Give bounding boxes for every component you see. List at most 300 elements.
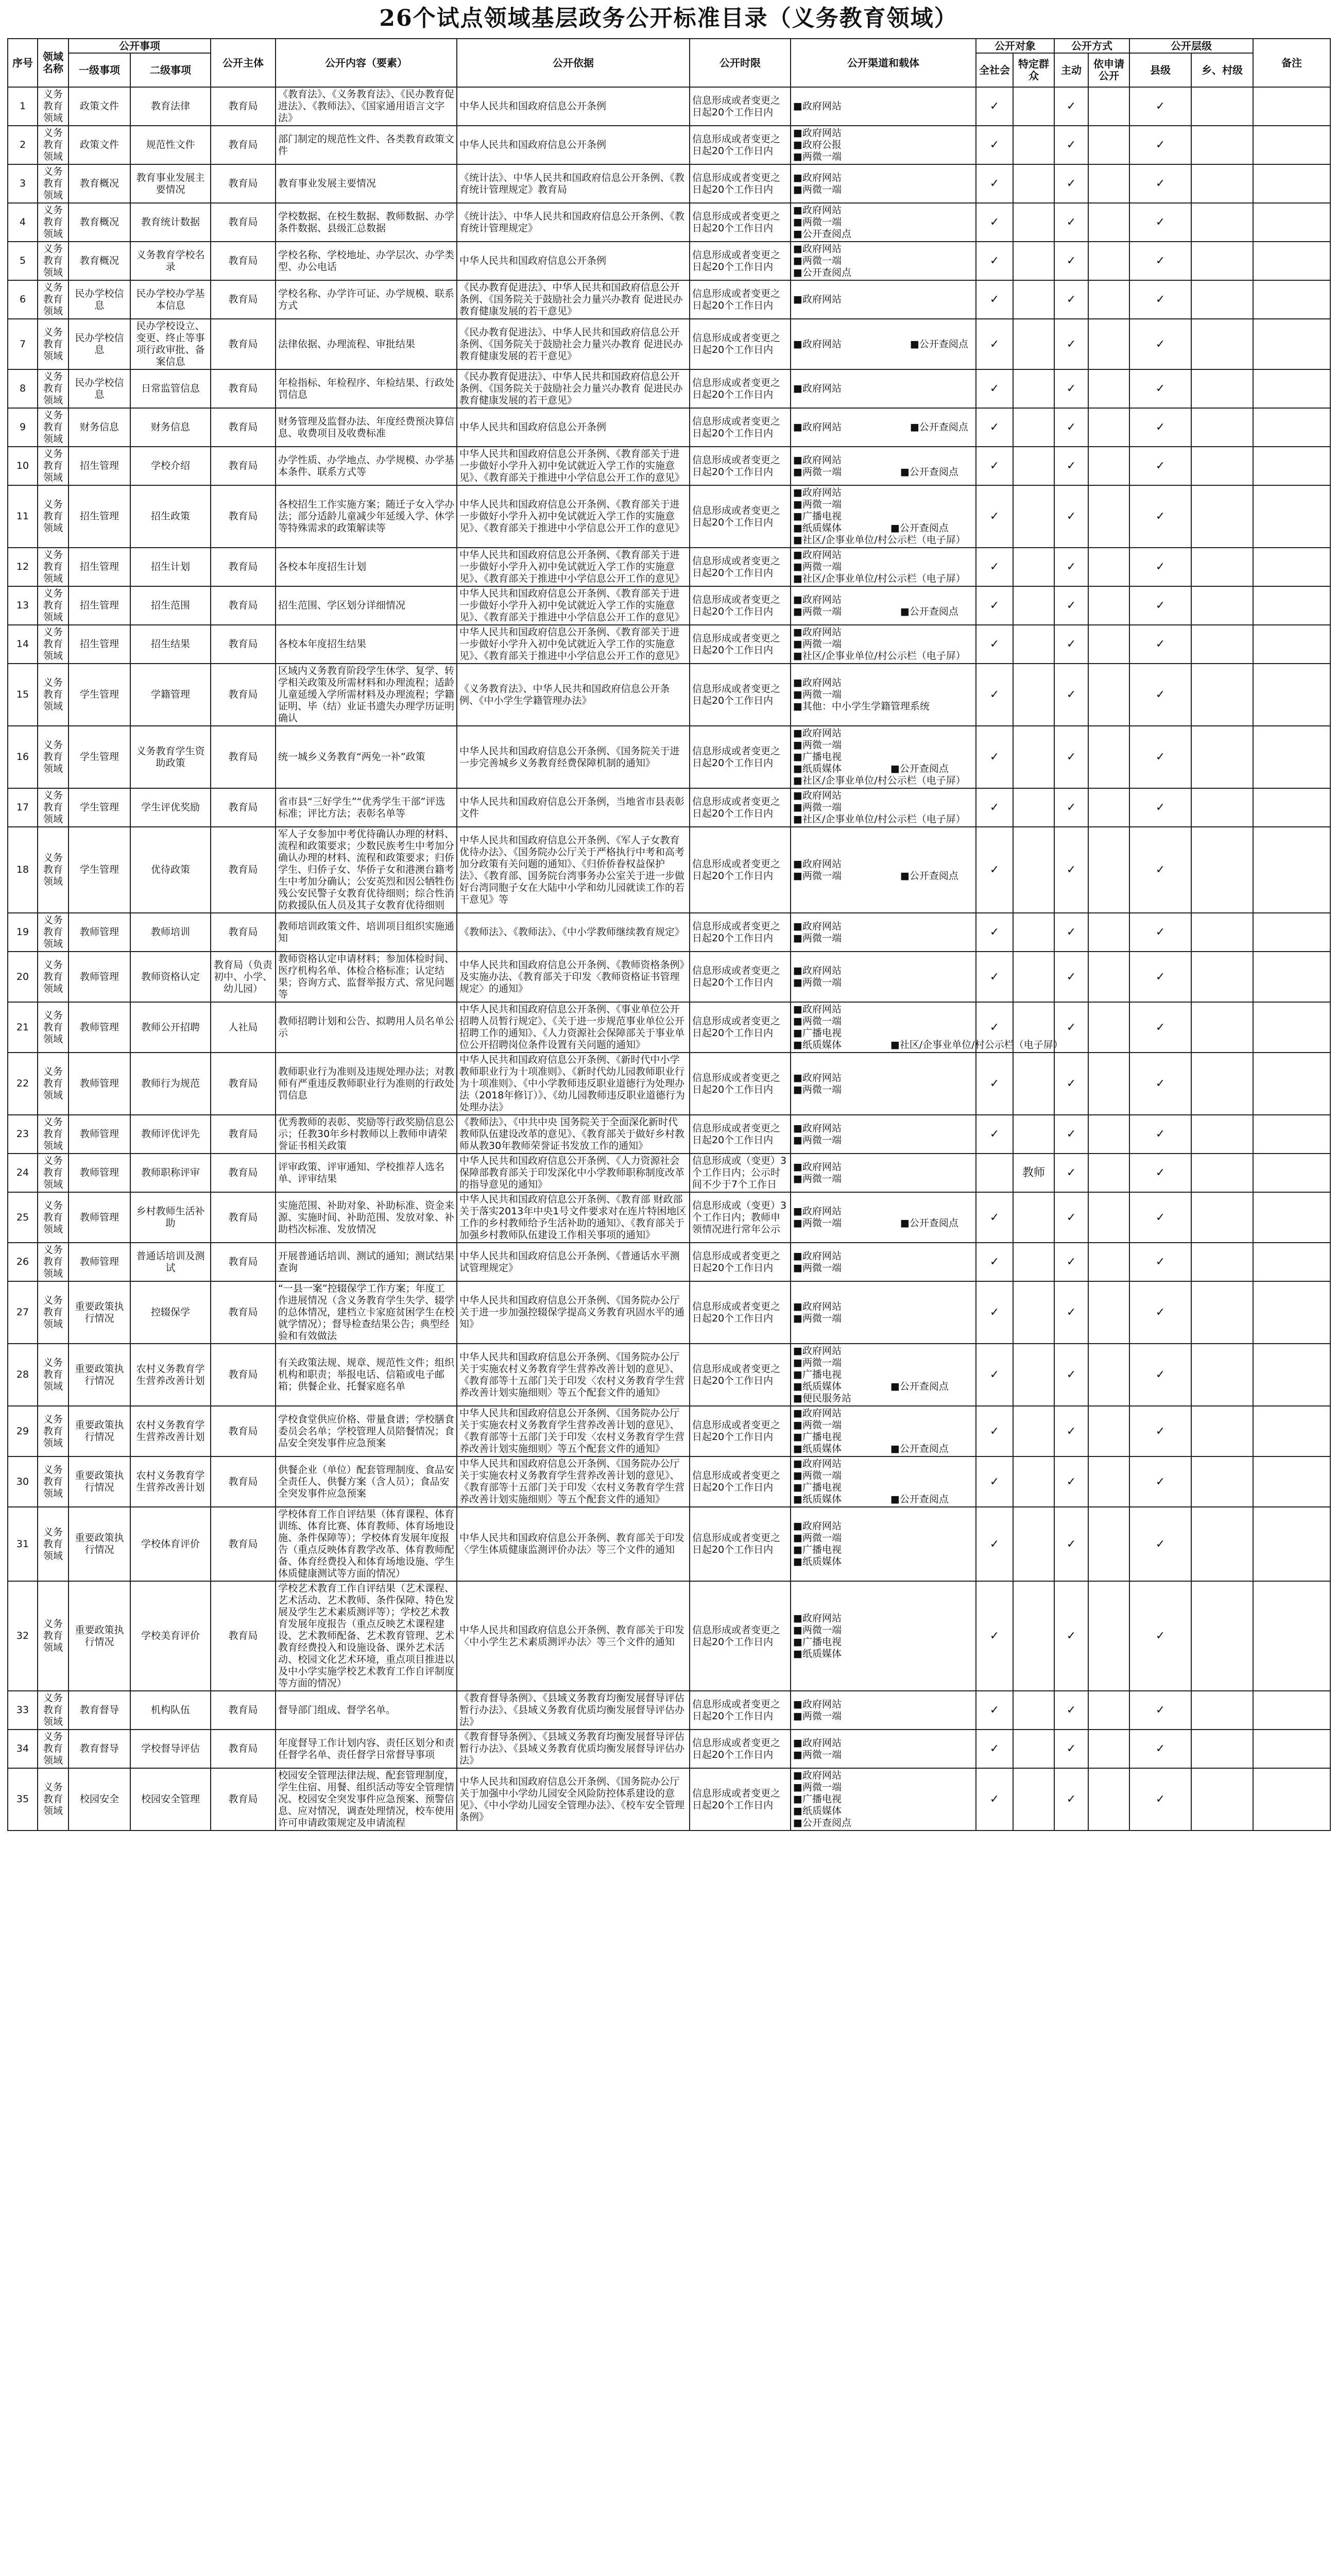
cell-time-limit: 信息形成或者变更之日起20个工作日内 [690,319,791,369]
cell-channels [791,1002,1063,1053]
cell-seq: 13 [8,586,38,625]
cell-time-limit: 信息形成或者变更之日起20个工作日内 [690,548,791,586]
channel-item: ■两微一端 [793,561,842,572]
cell-county: ✓ [1129,1768,1191,1831]
cell-basis: 中华人民共和国政府信息公开条例、《国务院办公厅关于加强中小学幼儿园安全风险防控体系建设的意见》、《中小学幼儿园安全管理办法》、《校车安全管理条例》 [457,1768,690,1831]
cell-subject: 教育局 [211,242,276,280]
cell-township [1191,164,1253,203]
channel-item: ■两微一端 [793,183,842,195]
cell-time-limit: 信息形成或者变更之日起20个工作日内 [690,586,791,625]
cell-whole-society: ✓ [976,1243,1013,1281]
cell-county: ✓ [1129,586,1191,625]
cell-channels [791,952,976,1002]
cell-level2: 学生评优奖励 [130,788,211,827]
cell-channels [791,280,976,319]
cell-time-limit: 信息形成或者变更之日起20个工作日内 [690,1053,791,1115]
cell-specific-group [1013,164,1054,203]
cell-active: ✓ [1054,548,1088,586]
header-level2: 二级事项 [130,53,211,87]
cell-active: ✓ [1054,447,1088,485]
cell-level2: 校园安全管理 [130,1768,211,1831]
cell-level2: 学校介绍 [130,447,211,485]
cell-remarks [1253,548,1330,586]
cell-remarks [1253,1406,1330,1456]
cell-remarks [1253,1115,1330,1154]
header-level1: 一级事项 [68,53,130,87]
cell-level1: 招生管理 [68,548,130,586]
cell-channels [791,203,976,242]
cell-whole-society: ✓ [976,203,1013,242]
cell-township [1191,952,1253,1002]
cell-content: 供餐企业（单位）配套管理制度、食品安全责任人、供餐方案（含人员）；食品安全突发事件应急预案 [276,1456,457,1507]
cell-township [1191,280,1253,319]
table-row [8,1053,1330,1115]
table-row [8,1192,1330,1243]
cell-remarks [1253,1281,1330,1344]
channel-item: ■政府网站 [793,454,842,466]
cell-seq: 32 [8,1581,38,1691]
cell-level2: 规范性文件 [130,126,211,164]
cell-specific-group [1013,1507,1054,1581]
table-row [8,280,1330,319]
table-row [8,1456,1330,1507]
cell-subject: 教育局 [211,1581,276,1691]
cell-active: ✓ [1054,408,1088,447]
channel-item: ■纸质媒体 [793,1648,842,1659]
cell-specific-group [1013,319,1054,369]
cell-whole-society: ✓ [976,1053,1013,1115]
cell-county: ✓ [1129,485,1191,548]
channel-item: ■广播电视 [793,1636,842,1648]
cell-level2: 义务教育学校名录 [130,242,211,280]
channel-item: ■两微一端 [793,1262,842,1274]
channel-item: ■政府网站 [793,487,842,498]
cell-level2: 招生计划 [130,548,211,586]
cell-whole-society: ✓ [976,280,1013,319]
header-remarks: 备注 [1253,39,1330,87]
table-row [8,726,1330,788]
cell-on-request [1088,625,1129,664]
cell-level2: 民办学校设立、变更、终止等事项行政审批、备案信息 [130,319,211,369]
cell-content: 督导部门组成、督学名单。 [276,1691,457,1730]
cell-active: ✓ [1054,319,1088,369]
cell-subject: 教育局 [211,548,276,586]
cell-channels [791,586,976,625]
cell-specific-group [1013,242,1054,280]
cell-channels [791,1507,976,1581]
cell-content: 区域内义务教育阶段学生休学、复学、转学相关政策及所需材料和办理流程；适龄儿童延缓入学所需材料及办理流程；学籍证明、毕（结）业证书遗失办理学历证明确认 [276,664,457,726]
cell-time-limit: 信息形成或者变更之日起20个工作日内 [690,408,791,447]
channel-item: ■纸质媒体 ■社区/企事业单位/村公示栏（电子屏） [793,1039,1063,1050]
cell-whole-society: ✓ [976,664,1013,726]
cell-seq: 10 [8,447,38,485]
table-row [8,1281,1330,1344]
cell-county: ✓ [1129,1115,1191,1154]
channel-item: ■纸质媒体 ■公开查阅点 [793,1381,949,1392]
cell-on-request [1088,664,1129,726]
cell-level1: 教师管理 [68,1002,130,1053]
table-row [8,87,1330,126]
channel-item: ■纸质媒体 ■公开查阅点 [793,1443,949,1454]
cell-seq: 11 [8,485,38,548]
channel-item: ■政府网站 [793,1345,842,1357]
table-row [8,1581,1330,1691]
cell-basis: 中华人民共和国政府信息公开条例、《教育部关于进一步做好小学升入初中免试就近入学工作的实施意见》、《教育部关于推进中小学信息公开工作的意见》 [457,625,690,664]
cell-on-request [1088,1053,1129,1115]
cell-specific-group: 教师 [1013,1154,1054,1192]
cell-content: 军人子女参加中考优待确认办理的材料、流程和政策要求；少数民族考生中考加分确认办理的材料、流程和政策要求；归侨学生、归侨子女、华侨子女和港澳台籍考生中考加分确认；公安英烈和因公牺牲伤残公安民警子女教育优待细则；综合性消防救援队伍人员及其子女教育优待细则 [276,827,457,913]
cell-specific-group [1013,485,1054,548]
cell-time-limit: 信息形成或者变更之日起20个工作日内 [690,1002,791,1053]
cell-remarks [1253,1456,1330,1507]
cell-basis: 中华人民共和国政府信息公开条例、《教育部关于进一步做好小学升入初中免试就近入学工作的实施意见》、《教育部关于推进中小学信息公开工作的意见》 [457,447,690,485]
cell-remarks [1253,1730,1330,1768]
cell-on-request [1088,203,1129,242]
channel-item: ■两微一端 [793,689,842,700]
cell-active: ✓ [1054,1281,1088,1344]
table-row [8,827,1330,913]
cell-content: 办学性质、办学地点、办学规模、办学基本条件、联系方式等 [276,447,457,485]
channel-item: ■两微一端 [793,1470,842,1481]
cell-on-request [1088,319,1129,369]
channel-item: ■两微一端 [793,932,842,944]
channel-item: ■两微一端 [793,499,842,510]
cell-specific-group [1013,913,1054,952]
cell-content: 有关政策法规、规章、规范性文件；组织机构和职责；举报电话、信箱或电子邮箱；供餐企业、托餐家庭名单 [276,1344,457,1406]
header-whole-society: 全社会 [976,53,1013,87]
cell-level2: 民办学校办学基本信息 [130,280,211,319]
cell-active: ✓ [1054,1581,1088,1691]
cell-content: 实施范围、补助对象、补助标准、资金来源、实施时间、补助范围、发放对象、补助档次标准、发放情况 [276,1192,457,1243]
cell-level1: 学生管理 [68,788,130,827]
cell-subject: 教育局 [211,203,276,242]
cell-subject: 教育局 [211,726,276,788]
cell-channels [791,1344,976,1406]
cell-content: 财务管理及监督办法、年度经费预决算信息、收费项目及收费标准 [276,408,457,447]
cell-subject: 教育局 [211,485,276,548]
cell-content: 教师培训政策文件、培训项目组织实施通知 [276,913,457,952]
cell-channels [791,87,976,126]
table-row [8,242,1330,280]
cell-basis: 中华人民共和国政府信息公开条例、《教育部关于进一步做好小学升入初中免试就近入学工作的实施意见》、《教育部关于推进中小学信息公开工作的意见》 [457,586,690,625]
cell-county: ✓ [1129,164,1191,203]
cell-remarks [1253,1053,1330,1115]
cell-whole-society: ✓ [976,164,1013,203]
cell-specific-group [1013,408,1054,447]
table-row [8,1154,1330,1192]
cell-level1: 教育督导 [68,1691,130,1730]
cell-active: ✓ [1054,87,1088,126]
cell-township [1191,242,1253,280]
cell-time-limit: 信息形成或者变更之日起20个工作日内 [690,1344,791,1406]
cell-domain: 义务教育领域 [38,164,68,203]
cell-county: ✓ [1129,548,1191,586]
cell-township [1191,913,1253,952]
cell-seq: 8 [8,369,38,408]
cell-domain: 义务教育领域 [38,1344,68,1406]
cell-channels [791,242,976,280]
cell-basis: 《教师法》、《教师法》、《中小学教师继续教育规定》 [457,913,690,952]
cell-subject: 教育局 [211,319,276,369]
channel-item: ■政府网站 [793,1072,842,1083]
cell-level2: 农村义务教育学生营养改善计划 [130,1406,211,1456]
cell-time-limit: 信息形成或者变更之日起20个工作日内 [690,447,791,485]
channel-item: ■两微一端 [793,1015,842,1027]
cell-township [1191,1406,1253,1456]
channel-item: ■政府网站 ■公开查阅点 [793,338,968,350]
cell-active: ✓ [1054,1115,1088,1154]
cell-county: ✓ [1129,408,1191,447]
cell-county: ✓ [1129,1344,1191,1406]
cell-level1: 教育督导 [68,1730,130,1768]
cell-seq: 21 [8,1002,38,1053]
cell-level2: 控辍保学 [130,1281,211,1344]
cell-subject: 教育局 [211,788,276,827]
cell-time-limit: 信息形成或者变更之日起20个工作日内 [690,1456,791,1507]
cell-domain: 义务教育领域 [38,1243,68,1281]
cell-township [1191,203,1253,242]
cell-specific-group [1013,1456,1054,1507]
header-time-limit: 公开时限 [690,39,791,87]
cell-seq: 16 [8,726,38,788]
cell-township [1191,408,1253,447]
cell-specific-group [1013,1691,1054,1730]
cell-township [1191,87,1253,126]
cell-active: ✓ [1054,1192,1088,1243]
cell-specific-group [1013,827,1054,913]
cell-subject: 教育局 [211,1115,276,1154]
cell-basis: 中华人民共和国政府信息公开条例，当地省市县表彰文件 [457,788,690,827]
cell-domain: 义务教育领域 [38,126,68,164]
cell-time-limit: 信息形成或者变更之日起20个工作日内 [690,280,791,319]
cell-county: ✓ [1129,1456,1191,1507]
cell-active: ✓ [1054,952,1088,1002]
channel-item: ■政府网站 [793,383,842,394]
header-seq: 序号 [8,39,38,87]
cell-channels [791,1730,976,1768]
cell-seq: 3 [8,164,38,203]
cell-domain: 义务教育领域 [38,1730,68,1768]
cell-subject: 教育局 [211,586,276,625]
cell-content: 评审政策、评审通知、学校推荐人选名单、评审结果 [276,1154,457,1192]
cell-content: 部门制定的规范性文件、各类教育政策文件 [276,126,457,164]
cell-specific-group [1013,1192,1054,1243]
cell-channels [791,1691,976,1730]
header-public-items: 公开事项 [68,39,211,53]
cell-county: ✓ [1129,726,1191,788]
cell-domain: 义务教育领域 [38,242,68,280]
cell-level1: 财务信息 [68,408,130,447]
cell-basis: 《教育督导条例》、《县域义务教育均衡发展督导评估暂行办法》、《县域义务教育优质均衡发展督导评估办法》 [457,1691,690,1730]
cell-level2: 教育统计数据 [130,203,211,242]
cell-active: ✓ [1054,280,1088,319]
channel-item: ■政府网站 [793,1520,842,1532]
cell-subject: 教育局 [211,664,276,726]
channel-item: ■两微一端 ■公开查阅点 [793,466,958,478]
cell-county: ✓ [1129,1581,1191,1691]
cell-basis: 《统计法》、中华人民共和国政府信息公开条例、《教育统计管理规定》 [457,203,690,242]
cell-active: ✓ [1054,1507,1088,1581]
cell-whole-society: ✓ [976,827,1013,913]
cell-on-request [1088,788,1129,827]
cell-domain: 义务教育领域 [38,1507,68,1581]
cell-basis: 《民办教育促进法》、中华人民共和国政府信息公开条例、《国务院关于鼓励社会力量兴办教育 促进民办教育健康发展的若干意见》 [457,280,690,319]
cell-domain: 义务教育领域 [38,1456,68,1507]
cell-content: 各校本年度招生计划 [276,548,457,586]
channel-item: ■政府网站 [793,1300,842,1312]
channel-item: ■两微一端 [793,151,842,162]
cell-seq: 31 [8,1507,38,1581]
cell-basis: 中华人民共和国政府信息公开条例 [457,408,690,447]
table-row [8,952,1330,1002]
cell-level1: 重要政策执行情况 [68,1281,130,1344]
cell-remarks [1253,485,1330,548]
cell-content: 年度督导工作计划内容、责任区划分和责任督学名单、责任督学日常督导事项 [276,1730,457,1768]
cell-basis: 中华人民共和国政府信息公开条例、《普通话水平测试管理规定》 [457,1243,690,1281]
channel-item: ■政府网站 [793,1612,842,1624]
cell-on-request [1088,1406,1129,1456]
cell-domain: 义务教育领域 [38,1281,68,1344]
cell-domain: 义务教育领域 [38,1053,68,1115]
cell-township [1191,548,1253,586]
cell-on-request [1088,369,1129,408]
cell-level1: 民办学校信息 [68,369,130,408]
cell-domain: 义务教育领域 [38,280,68,319]
cell-county: ✓ [1129,664,1191,726]
cell-level1: 教育概况 [68,164,130,203]
cell-active: ✓ [1054,1243,1088,1281]
cell-basis: 中华人民共和国政府信息公开条例 [457,87,690,126]
cell-time-limit: 信息形成或者变更之日起20个工作日内 [690,485,791,548]
cell-subject: 教育局 [211,1691,276,1730]
cell-domain: 义务教育领域 [38,548,68,586]
channel-item: ■政府网站 [793,1250,842,1262]
channel-item: ■政府网站 [793,1770,842,1781]
cell-basis: 中华人民共和国政府信息公开条例、《军人子女教育优待办法》、《国务院办公厅关于严格执行中考和高考加分政策有关问题的通知》、《归侨侨眷权益保护法》、《教育部、国务院台湾事务办公室关于进一步做好台湾同胞子女在大陆中小学和幼儿园就读工作的若干意见》等 [457,827,690,913]
table-row [8,1002,1330,1053]
channel-item: ■政府网站 [793,727,842,739]
cell-channels [791,1192,976,1243]
header-active: 主动 [1054,53,1088,87]
cell-seq: 34 [8,1730,38,1768]
cell-time-limit: 信息形成或者变更之日起20个工作日内 [690,1507,791,1581]
cell-remarks [1253,280,1330,319]
cell-content: 校园安全管理法律法规、配套管理制度，学生住宿、用餐、组织活动等安全管理情况、校园安全突发事件应急预案、预警信息、应对情况，调查处理情况，校车使用许可申请政策规定及申请流程 [276,1768,457,1831]
cell-seq: 1 [8,87,38,126]
cell-whole-society: ✓ [976,1406,1013,1456]
cell-remarks [1253,126,1330,164]
cell-seq: 20 [8,952,38,1002]
cell-on-request [1088,952,1129,1002]
channel-item: ■广播电视 [793,511,842,522]
cell-subject: 教育局（负责初中、小学、幼儿园） [211,952,276,1002]
channel-item: ■社区/企事业单位/村公示栏（电子屏） [793,775,966,786]
header-basis: 公开依据 [457,39,690,87]
cell-specific-group [1013,1243,1054,1281]
channel-item: ■两微一端 [793,1357,842,1368]
cell-level1: 校园安全 [68,1768,130,1831]
cell-township [1191,664,1253,726]
cell-basis: 《民办教育促进法》、中华人民共和国政府信息公开条例、《国务院关于鼓励社会力量兴办教育 促进民办教育健康发展的若干意见》 [457,319,690,369]
cell-county: ✓ [1129,1154,1191,1192]
cell-time-limit: 信息形成或者变更之日起20个工作日内 [690,1115,791,1154]
cell-level1: 教育概况 [68,203,130,242]
cell-level1: 政策文件 [68,87,130,126]
cell-active: ✓ [1054,1456,1088,1507]
cell-seq: 25 [8,1192,38,1243]
cell-basis: 中华人民共和国政府信息公开条例、《新时代中小学教师职业行为十项准则》、《新时代幼儿园教师职业行为十项准则》、《中小学教师违反职业道德行为处理办法（2018年修订）》、《幼儿园教师违反职业道德行为处理办法》 [457,1053,690,1115]
channel-item: ■纸质媒体 ■公开查阅点 [793,522,949,534]
cell-level2: 学籍管理 [130,664,211,726]
cell-level1: 重要政策执行情况 [68,1344,130,1406]
channel-item: ■两微一端 ■公开查阅点 [793,870,958,882]
table-row [8,1768,1330,1831]
cell-subject: 教育局 [211,1507,276,1581]
cell-level2: 农村义务教育学生营养改善计划 [130,1344,211,1406]
header-content: 公开内容（要素） [276,39,457,87]
cell-level1: 教师管理 [68,1192,130,1243]
cell-level1: 教师管理 [68,1053,130,1115]
cell-active: ✓ [1054,1154,1088,1192]
table-row [8,447,1330,485]
cell-level1: 学生管理 [68,726,130,788]
channel-item: ■纸质媒体 [793,1805,842,1817]
cell-basis: 中华人民共和国政府信息公开条例、《国务院办公厅关于实施农村义务教育学生营养改善计划的意见》、《教育部等十五部门关于印发〈农村义务教育学生营养改善计划实施细则〉等五个配套文件的通知》 [457,1344,690,1406]
cell-county: ✓ [1129,369,1191,408]
channel-item: ■两微一端 [793,216,842,228]
channel-item: ■政府网站 [793,243,842,255]
cell-level2: 教师评优评先 [130,1115,211,1154]
cell-whole-society: ✓ [976,913,1013,952]
channel-item: ■两微一端 [793,638,842,650]
cell-channels [791,369,976,408]
cell-on-request [1088,485,1129,548]
cell-domain: 义务教育领域 [38,369,68,408]
cell-active: ✓ [1054,625,1088,664]
cell-level1: 重要政策执行情况 [68,1456,130,1507]
cell-channels [791,625,976,664]
cell-seq: 19 [8,913,38,952]
cell-whole-society: ✓ [976,1344,1013,1406]
cell-specific-group [1013,447,1054,485]
cell-remarks [1253,87,1330,126]
cell-active: ✓ [1054,369,1088,408]
cell-time-limit: 信息形成或者变更之日起20个工作日内 [690,1581,791,1691]
cell-domain: 义务教育领域 [38,664,68,726]
cell-level1: 教师管理 [68,952,130,1002]
cell-channels [791,913,976,952]
channel-item: ■广播电视 [793,1369,842,1380]
channel-item: ■纸质媒体 ■公开查阅点 [793,1494,949,1505]
cell-whole-society: ✓ [976,87,1013,126]
table-row [8,408,1330,447]
cell-on-request [1088,1192,1129,1243]
cell-whole-society: ✓ [976,952,1013,1002]
cell-channels [791,1115,976,1154]
cell-subject: 教育局 [211,408,276,447]
channel-item: ■政府网站 [793,965,842,976]
cell-level1: 学生管理 [68,827,130,913]
cell-basis: 中华人民共和国政府信息公开条例 [457,126,690,164]
channel-item: ■纸质媒体 [793,1556,842,1567]
channel-item: ■政府网站 [793,1206,842,1217]
cell-basis: 《民办教育促进法》、中华人民共和国政府信息公开条例、《国务院关于鼓励社会力量兴办教育 促进民办教育健康发展的若干意见》 [457,369,690,408]
cell-channels [791,319,976,369]
cell-channels [791,1768,976,1831]
cell-seq: 30 [8,1456,38,1507]
cell-county: ✓ [1129,447,1191,485]
cell-township [1191,319,1253,369]
